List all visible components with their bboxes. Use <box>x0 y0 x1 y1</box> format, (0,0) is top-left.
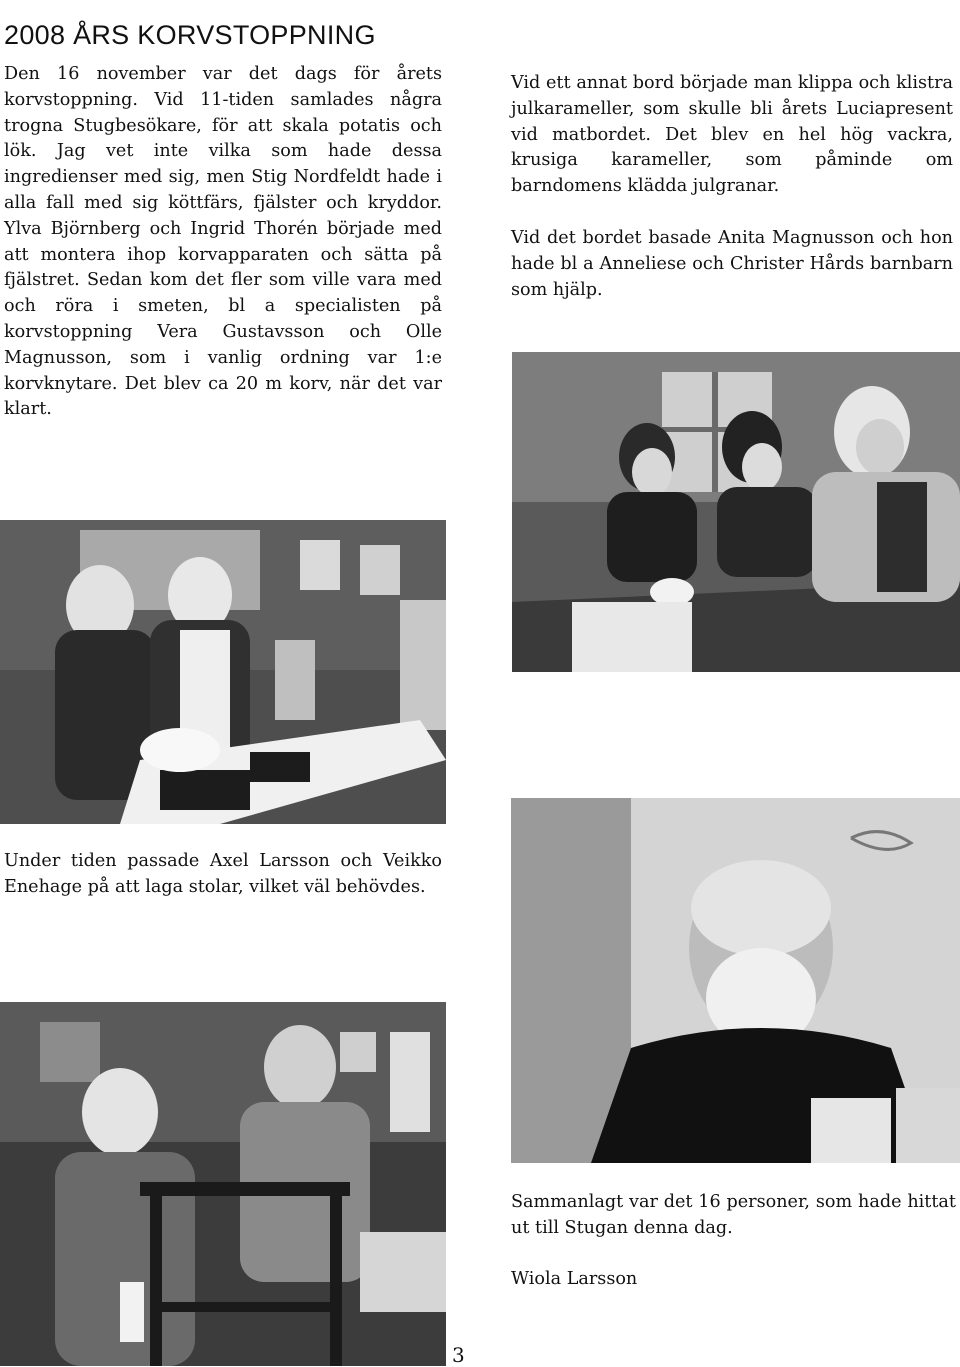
photo-chair-repair <box>0 1002 446 1366</box>
photo-man-at-table <box>511 798 960 1163</box>
photo-sausage-making <box>0 520 446 824</box>
article-title: 2008 ÅRS KORVSTOPPNING <box>4 20 376 51</box>
page-number: 3 <box>452 1343 465 1367</box>
photo-candy-making <box>512 352 960 672</box>
chairs-paragraph: Under tiden passade Axel Larsson och Veikko Enehage på att laga stolar, vilket väl behövdes. <box>4 851 442 897</box>
candy-paragraph-2: Vid det bordet basade Anita Magnusson och hon hade bl a Anneliese och Christer Hårds barnbarn som hjälp. <box>511 228 953 300</box>
summary-paragraph: Sammanlagt var det 16 personer, som hade hittat ut till Stugan denna dag. <box>511 1192 956 1238</box>
intro-paragraph: Den 16 november var det dags för årets korvstoppning. Vid 11-tiden samlades några trogna Stugbesökare, för att skala potatis och lök. Jag vet inte vilka som hade dessa ingredienser med sig, men Stig Nordfeldt hade i alla fall med sig köttfärs, fjälster och kryddor. Ylva Björnberg och Ingrid Thorén började med att montera ihop korvapparaten och sätta på fjälstret. Sedan kom det fler som ville vara med och röra i smeten, bl a specialisten på korvstoppning Vera Gustavsson och Olle Magnusson, som i vanlig ordning var 1:e korvknytare. Det blev ca 20 m korv, när det var klart. <box>4 64 442 420</box>
author-signature: Wiola Larsson <box>511 1269 638 1289</box>
candy-paragraph-1: Vid ett annat bord började man klippa och klistra julkarameller, som skulle bli årets Luciapresent vid matbordet. Det blev en hel hög vackra, krusiga karameller, som påminde om barndomens klädda julgranar. <box>511 73 953 197</box>
